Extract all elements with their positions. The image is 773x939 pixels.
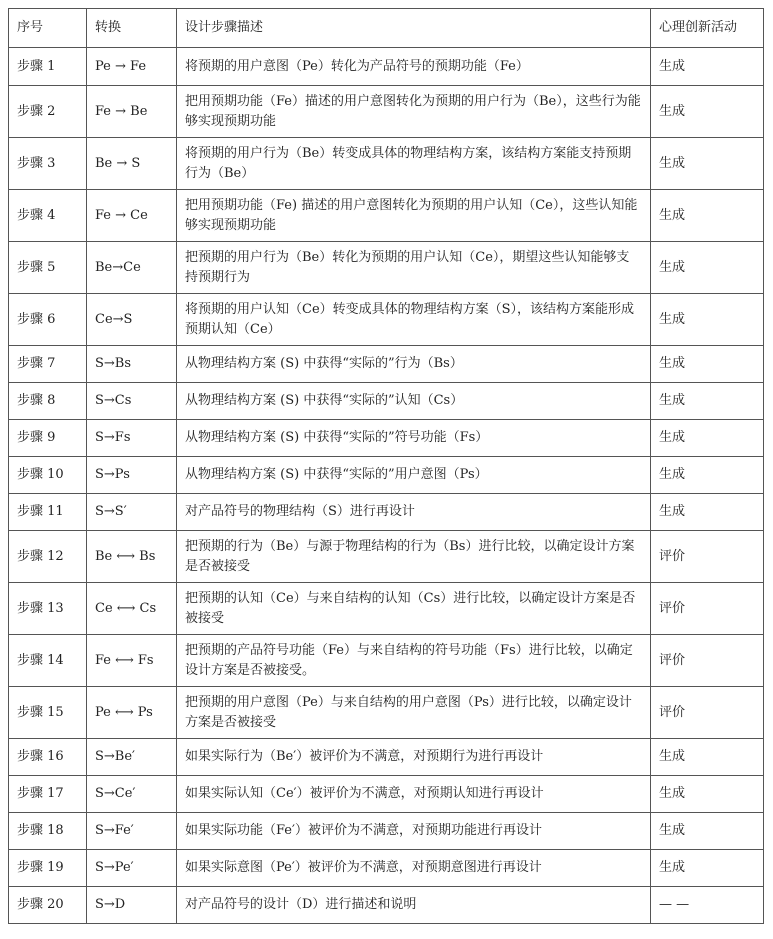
table-row [9, 776, 764, 813]
table-row [9, 813, 764, 850]
step-cell: 步骤 11 [9, 494, 87, 531]
table-row [9, 457, 764, 494]
description-cell: 如果实际功能（Fe′）被评价为不满意，对预期功能进行再设计 [177, 813, 651, 850]
description-cell: 将预期的用户认知（Ce）转变成具体的物理结构方案（S），该结构方案能形成预期认知（Ce） [177, 294, 651, 346]
activity-cell: 评价 [651, 635, 764, 687]
header-transform: 转换 [87, 9, 177, 48]
step-cell: 步骤 2 [9, 86, 87, 138]
transform-cell: S→Ce′ [87, 776, 177, 813]
transform-cell: S→Fs [87, 420, 177, 457]
activity-cell: 生成 [651, 86, 764, 138]
table-row [9, 190, 764, 242]
step-cell: 步骤 6 [9, 294, 87, 346]
description-cell: 把预期的认知（Ce）与来自结构的认知（Cs）进行比较，以确定设计方案是否被接受 [177, 583, 651, 635]
table-row [9, 48, 764, 86]
table-row [9, 420, 764, 457]
step-cell: 步骤 3 [9, 138, 87, 190]
activity-cell: 生成 [651, 242, 764, 294]
activity-cell: 生成 [651, 294, 764, 346]
step-cell: 步骤 20 [9, 887, 87, 924]
table-row [9, 850, 764, 887]
activity-cell: 评价 [651, 687, 764, 739]
table-body [9, 48, 764, 924]
table-row [9, 887, 764, 924]
description-cell: 从物理结构方案 (S) 中获得“实际的”符号功能（Fs） [177, 420, 651, 457]
step-cell: 步骤 19 [9, 850, 87, 887]
activity-cell: 生成 [651, 457, 764, 494]
design-steps-table-container [8, 8, 764, 924]
table-row [9, 494, 764, 531]
description-cell: 把用预期功能（Fe）描述的用户意图转化为预期的用户行为（Be），这些行为能够实现预期功能 [177, 86, 651, 138]
step-cell: 步骤 14 [9, 635, 87, 687]
transform-cell: Ce→S [87, 294, 177, 346]
activity-cell: 生成 [651, 739, 764, 776]
table-row [9, 346, 764, 383]
step-cell: 步骤 12 [9, 531, 87, 583]
transform-cell: S→Fe′ [87, 813, 177, 850]
table-row [9, 242, 764, 294]
transform-cell: Be ⟷ Bs [87, 531, 177, 583]
description-cell: 将预期的用户意图（Pe）转化为产品符号的预期功能（Fe） [177, 48, 651, 86]
activity-cell: 生成 [651, 776, 764, 813]
table-row [9, 86, 764, 138]
description-cell: 如果实际行为（Be′）被评价为不满意，对预期行为进行再设计 [177, 739, 651, 776]
description-cell: 如果实际意图（Pe′）被评价为不满意，对预期意图进行再设计 [177, 850, 651, 887]
table-row [9, 687, 764, 739]
activity-cell: 生成 [651, 190, 764, 242]
step-cell: 步骤 17 [9, 776, 87, 813]
step-cell: 步骤 15 [9, 687, 87, 739]
description-cell: 如果实际认知（Ce′）被评价为不满意，对预期认知进行再设计 [177, 776, 651, 813]
step-cell: 步骤 7 [9, 346, 87, 383]
transform-cell: S→S′ [87, 494, 177, 531]
header-activity: 心理创新活动 [651, 9, 764, 48]
description-cell: 将预期的用户行为（Be）转变成具体的物理结构方案，该结构方案能支持预期行为（Be） [177, 138, 651, 190]
activity-cell: 评价 [651, 583, 764, 635]
table-row [9, 138, 764, 190]
transform-cell: Be→Ce [87, 242, 177, 294]
step-cell: 步骤 16 [9, 739, 87, 776]
description-cell: 把预期的产品符号功能（Fe）与来自结构的符号功能（Fs）进行比较，以确定设计方案是否被接受。 [177, 635, 651, 687]
transform-cell: Fe → Be [87, 86, 177, 138]
table-row [9, 531, 764, 583]
table-row [9, 739, 764, 776]
description-cell: 把预期的用户行为（Be）转化为预期的用户认知（Ce），期望这些认知能够支持预期行为 [177, 242, 651, 294]
step-cell: 步骤 13 [9, 583, 87, 635]
transform-cell: Ce ⟷ Cs [87, 583, 177, 635]
transform-cell: Pe ⟷ Ps [87, 687, 177, 739]
step-cell: 步骤 1 [9, 48, 87, 86]
transform-cell: S→Ps [87, 457, 177, 494]
header-row [9, 9, 764, 48]
activity-cell: 生成 [651, 48, 764, 86]
transform-cell: Pe → Fe [87, 48, 177, 86]
description-cell: 把用预期功能（Fe) 描述的用户意图转化为预期的用户认知（Ce），这些认知能够实现预期功能 [177, 190, 651, 242]
activity-cell: 生成 [651, 850, 764, 887]
description-cell: 对产品符号的设计（D）进行描述和说明 [177, 887, 651, 924]
activity-cell: 生成 [651, 346, 764, 383]
activity-cell: 评价 [651, 531, 764, 583]
transform-cell: S→Be′ [87, 739, 177, 776]
activity-cell: — — [651, 887, 764, 924]
transform-cell: S→Pe′ [87, 850, 177, 887]
activity-cell: 生成 [651, 420, 764, 457]
transform-cell: S→Cs [87, 383, 177, 420]
table-row [9, 583, 764, 635]
description-cell: 从物理结构方案 (S) 中获得“实际的”用户意图（Ps） [177, 457, 651, 494]
description-cell: 把预期的行为（Be）与源于物理结构的行为（Bs）进行比较，以确定设计方案是否被接受 [177, 531, 651, 583]
header-step: 序号 [9, 9, 87, 48]
activity-cell: 生成 [651, 383, 764, 420]
activity-cell: 生成 [651, 494, 764, 531]
header-description: 设计步骤描述 [177, 9, 651, 48]
table-row [9, 383, 764, 420]
step-cell: 步骤 4 [9, 190, 87, 242]
step-cell: 步骤 9 [9, 420, 87, 457]
table-row [9, 294, 764, 346]
description-cell: 从物理结构方案 (S) 中获得“实际的”认知（Cs） [177, 383, 651, 420]
activity-cell: 生成 [651, 138, 764, 190]
description-cell: 对产品符号的物理结构（S）进行再设计 [177, 494, 651, 531]
description-cell: 从物理结构方案 (S) 中获得“实际的”行为（Bs） [177, 346, 651, 383]
step-cell: 步骤 18 [9, 813, 87, 850]
transform-cell: Fe → Ce [87, 190, 177, 242]
transform-cell: S→D [87, 887, 177, 924]
transform-cell: Be → S [87, 138, 177, 190]
description-cell: 把预期的用户意图（Pe）与来自结构的用户意图（Ps）进行比较，以确定设计方案是否被接受 [177, 687, 651, 739]
step-cell: 步骤 10 [9, 457, 87, 494]
activity-cell: 生成 [651, 813, 764, 850]
transform-cell: S→Bs [87, 346, 177, 383]
table-row [9, 635, 764, 687]
design-steps-table [8, 8, 764, 924]
step-cell: 步骤 8 [9, 383, 87, 420]
step-cell: 步骤 5 [9, 242, 87, 294]
transform-cell: Fe ⟷ Fs [87, 635, 177, 687]
